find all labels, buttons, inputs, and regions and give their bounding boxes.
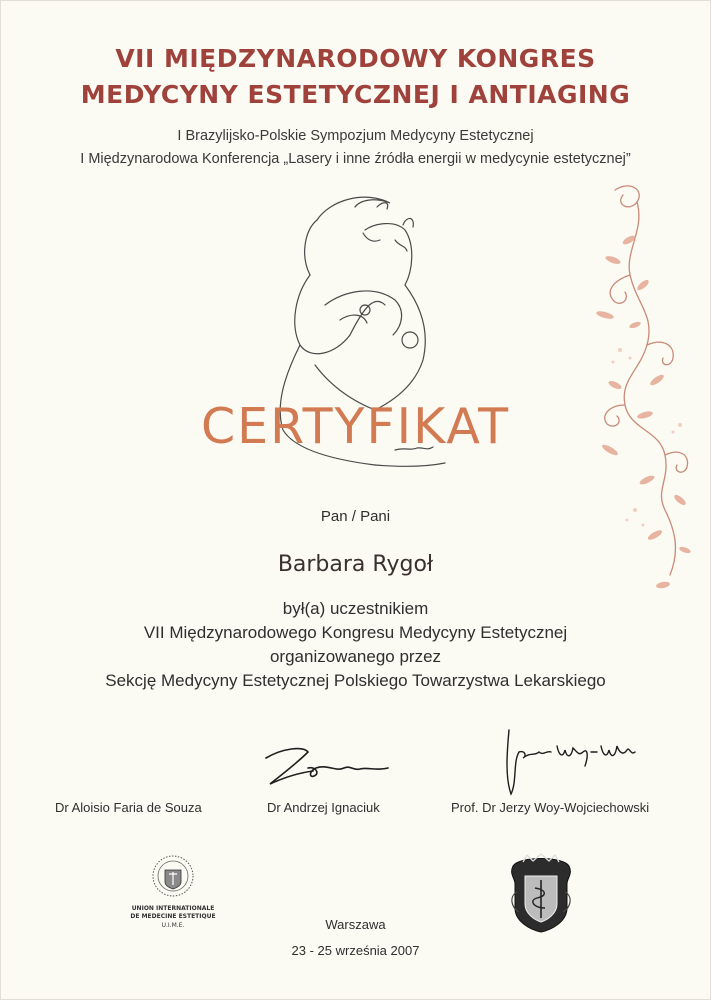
- body-line-2: VII Międzynarodowego Kongresu Medycyny Estetycznej: [143, 623, 568, 642]
- signatory-2-name: Dr Andrzej Ignaciuk: [267, 800, 380, 815]
- left-logo-caption-line2: DE MEDECINE ESTETIQUE: [130, 913, 216, 920]
- conference-subtitle: I Międzynarodowa Konferencja „Lasery i inne źródła energii w medycynie estetycznej”: [80, 151, 631, 167]
- event-dates: 23 - 25 września 2007: [291, 943, 420, 958]
- left-logo-caption-line3: U.I.M.E.: [161, 922, 185, 929]
- congress-title-line1: VII MIĘDZYNARODOWY KONGRES: [115, 44, 596, 73]
- symposium-subtitle: I Brazylijsko-Polskie Sympozjum Medycyny Estetycznej: [177, 128, 534, 144]
- body-line-3: organizowanego przez: [269, 647, 442, 666]
- congress-title-line2: MEDYCYNY ESTETYCZNEJ I ANTIAGING: [80, 80, 631, 109]
- salutation: Pan / Pani: [320, 508, 391, 525]
- body-line-1: był(a) uczestnikiem: [282, 599, 429, 618]
- signatory-1-name: Dr Aloisio Faria de Souza: [55, 800, 202, 815]
- left-logo-caption-line1: UNION INTERNATIONALE: [131, 905, 215, 912]
- body-line-4: Sekcję Medycyny Estetycznej Polskiego Towarzystwa Lekarskiego: [105, 671, 606, 690]
- certificate-title: CERTYFIKAT: [200, 398, 511, 455]
- floral-vine-icon: [585, 180, 700, 600]
- uime-emblem-icon: [146, 852, 200, 900]
- signature-woy-wojciechowski-icon: [495, 722, 640, 802]
- signature-ignaciuk-icon: [258, 738, 398, 790]
- event-place: Warszawa: [325, 917, 386, 932]
- signatory-3-name: Prof. Dr Jerzy Woy-Wojciechowski: [451, 800, 650, 815]
- recipient-name: Barbara Rygoł: [277, 552, 434, 577]
